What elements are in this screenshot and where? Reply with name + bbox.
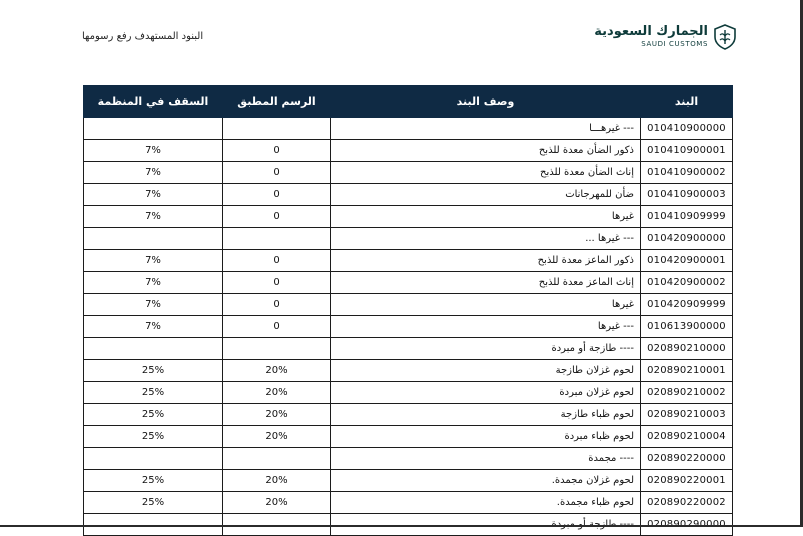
- cell-applied-fee: [223, 118, 331, 140]
- cell-wto-ceiling: 7%: [84, 184, 223, 206]
- cell-description: إناث الضأن معدة للذبح: [331, 162, 641, 184]
- cell-wto-ceiling: 25%: [84, 492, 223, 514]
- cell-applied-fee: 0: [223, 294, 331, 316]
- cell-item-code: 010420900002: [641, 272, 733, 294]
- cell-wto-ceiling: [84, 448, 223, 470]
- cell-applied-fee: 0: [223, 272, 331, 294]
- cell-applied-fee: 20%: [223, 382, 331, 404]
- cell-applied-fee: 20%: [223, 470, 331, 492]
- header-description: وصف البند: [331, 86, 641, 118]
- cell-description: لحوم غزلان طازجة: [331, 360, 641, 382]
- cell-wto-ceiling: 25%: [84, 382, 223, 404]
- table-row: [84, 184, 733, 206]
- cell-wto-ceiling: [84, 228, 223, 250]
- cell-applied-fee: 0: [223, 316, 331, 338]
- cell-wto-ceiling: 7%: [84, 250, 223, 272]
- cell-item-code: 010410900003: [641, 184, 733, 206]
- cell-wto-ceiling: [84, 338, 223, 360]
- document-title: البنود المستهدف رفع رسومها: [82, 31, 204, 42]
- table-row: [84, 426, 733, 448]
- table-row: [84, 470, 733, 492]
- table-row: [84, 360, 733, 382]
- table-row: [84, 228, 733, 250]
- cell-description: غيرها: [331, 206, 641, 228]
- cell-description: لحوم ظباء مبردة: [331, 426, 641, 448]
- header-wto-ceiling: السقف في المنظمة: [84, 86, 223, 118]
- cell-description: --- غيرها ...: [331, 228, 641, 250]
- table-row: [84, 140, 733, 162]
- cell-wto-ceiling: 25%: [84, 360, 223, 382]
- cell-item-code: 010410900002: [641, 162, 733, 184]
- cell-description: --- غيرهـــا: [331, 118, 641, 140]
- cell-description: لحوم ظباء مجمدة.: [331, 492, 641, 514]
- cell-item-code: 010613900000: [641, 316, 733, 338]
- cell-wto-ceiling: 7%: [84, 206, 223, 228]
- table-row: [84, 316, 733, 338]
- cell-description: --- غيرها: [331, 316, 641, 338]
- table-row: [84, 162, 733, 184]
- cell-applied-fee: 0: [223, 206, 331, 228]
- cell-item-code: 020890220001: [641, 470, 733, 492]
- saudi-customs-logo: [594, 24, 738, 52]
- table-body: [84, 118, 733, 536]
- cell-item-code: 010420900001: [641, 250, 733, 272]
- cell-item-code: 020890210004: [641, 426, 733, 448]
- cell-applied-fee: 20%: [223, 404, 331, 426]
- cell-item-code: 010410900000: [641, 118, 733, 140]
- tariff-items-table: [83, 85, 732, 536]
- cell-applied-fee: 20%: [223, 426, 331, 448]
- table-row: [84, 448, 733, 470]
- table-row: [84, 382, 733, 404]
- cell-item-code: 020890220002: [641, 492, 733, 514]
- cell-applied-fee: [223, 228, 331, 250]
- cell-item-code: 010410900001: [641, 140, 733, 162]
- tariff-table: [83, 85, 733, 536]
- table-header-row: [84, 86, 733, 118]
- table-row: [84, 118, 733, 140]
- cell-description: ---- مجمدة: [331, 448, 641, 470]
- table-row: [84, 492, 733, 514]
- cell-description: إناث الماعز معدة للذبح: [331, 272, 641, 294]
- table-row: [84, 206, 733, 228]
- cell-applied-fee: [223, 448, 331, 470]
- cell-applied-fee: 20%: [223, 360, 331, 382]
- table-row: [84, 404, 733, 426]
- cell-applied-fee: 20%: [223, 492, 331, 514]
- cell-applied-fee: 0: [223, 162, 331, 184]
- cell-item-code: 020890210002: [641, 382, 733, 404]
- table-row: [84, 250, 733, 272]
- cell-item-code: 010420909999: [641, 294, 733, 316]
- cell-description: ---- طازجة أو مبردة: [331, 338, 641, 360]
- cell-wto-ceiling: 25%: [84, 470, 223, 492]
- logo-arabic-text: الجمارك السعودية: [594, 24, 708, 39]
- table-row: [84, 338, 733, 360]
- cell-wto-ceiling: 25%: [84, 426, 223, 448]
- cell-item-code: 020890220000: [641, 448, 733, 470]
- cell-item-code: 010410909999: [641, 206, 733, 228]
- header-applied-fee: الرسم المطبق: [223, 86, 331, 118]
- logo-english-text: SAUDI CUSTOMS: [641, 40, 708, 48]
- cell-description: لحوم غزلان مجمدة.: [331, 470, 641, 492]
- cell-description: ذكور الضأن معدة للذبح: [331, 140, 641, 162]
- cell-item-code: 020890210001: [641, 360, 733, 382]
- cell-item-code: 010420900000: [641, 228, 733, 250]
- header-item: البند: [641, 86, 733, 118]
- cell-description: ذكور الماعز معدة للذبح: [331, 250, 641, 272]
- cell-wto-ceiling: 25%: [84, 404, 223, 426]
- cell-item-code: 020890210000: [641, 338, 733, 360]
- table-row: [84, 272, 733, 294]
- cell-applied-fee: [223, 338, 331, 360]
- cell-applied-fee: 0: [223, 140, 331, 162]
- cell-wto-ceiling: [84, 118, 223, 140]
- cell-wto-ceiling: 7%: [84, 294, 223, 316]
- cell-description: غيرها: [331, 294, 641, 316]
- cell-description: ضأن للمهرجانات: [331, 184, 641, 206]
- cell-description: لحوم ظباء طازجة: [331, 404, 641, 426]
- cell-description: لحوم غزلان مبردة: [331, 382, 641, 404]
- cell-item-code: 020890210003: [641, 404, 733, 426]
- cell-applied-fee: 0: [223, 250, 331, 272]
- cell-wto-ceiling: 7%: [84, 162, 223, 184]
- cell-wto-ceiling: 7%: [84, 316, 223, 338]
- cell-applied-fee: 0: [223, 184, 331, 206]
- cell-wto-ceiling: 7%: [84, 140, 223, 162]
- cell-wto-ceiling: 7%: [84, 272, 223, 294]
- customs-emblem-icon: [712, 24, 738, 50]
- table-row: [84, 294, 733, 316]
